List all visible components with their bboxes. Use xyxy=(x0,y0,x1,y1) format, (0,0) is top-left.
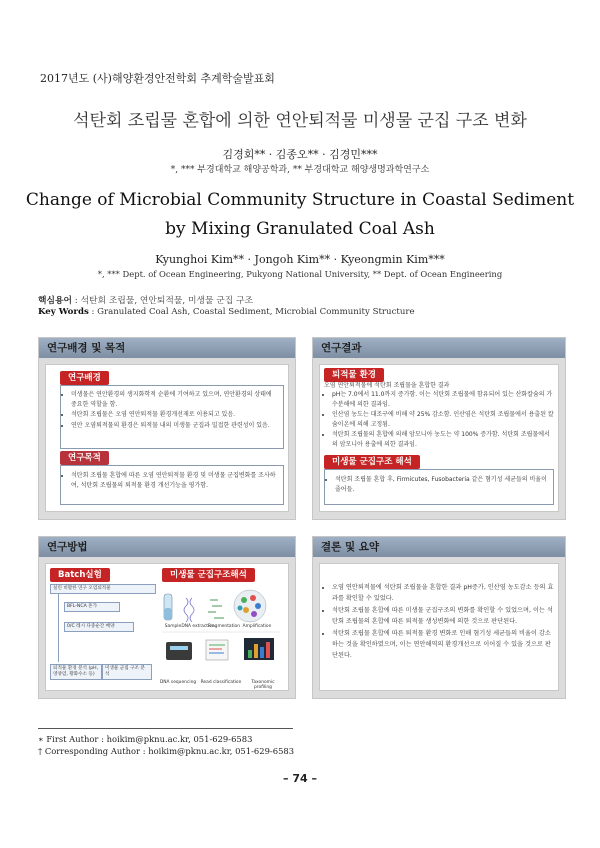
microbial-box xyxy=(324,469,554,505)
affiliation-korean: *, *** 부경대학교 해양공학과, ** 부경대학교 해양생명과학연구소 xyxy=(170,165,430,175)
purpose-text xyxy=(63,471,279,491)
footnote-divider xyxy=(38,728,293,729)
results-intro: 오염 연안퇴적물에 석탄회 조립물을 혼합한 결과 xyxy=(324,382,450,389)
title-english-line1: Change of Microbial Community Structure in Coastal Sediment xyxy=(25,190,575,210)
flow-connector xyxy=(58,594,59,662)
results-bullet: • 인산염 농도는 대조구에 비해 약 25% 감소함. 인산염은 석탄회 조립물에서 용출된 칼슘이온에 의해 고정됨. xyxy=(332,410,554,429)
footnote-corresponding-author: † Corresponding Author : hoikim@pknu.ac.kr, 051-629-6583 xyxy=(38,746,295,756)
panel-summary xyxy=(312,536,566,699)
title-korean: 석탄회 조립물 혼합에 의한 연안퇴적물 미생물 군집 구조 변화 xyxy=(73,111,527,131)
microbial-bullet: • 석탄회 조립물 혼합 후, Firmicutes, Fusobacteria 같은 혐기성 세균들의 비율이 줄어들. xyxy=(335,475,549,494)
affiliation-english: *, *** Dept. of Ocean Engineering, Pukyong National University, ** Dept. of Ocean Engineering xyxy=(97,269,503,279)
summary-bullet: • 석탄회 조립물 혼합에 따른 퇴적물 환경 변화로 인해 혐기성 세균들의 비율이 감소하는 것을 확인하였으며, 이는 연안해역의 환경개선으로 이어질 수 있을 것으로 판단된다. xyxy=(332,628,554,661)
panel-background-body xyxy=(45,364,289,512)
amplification-icon xyxy=(234,590,266,622)
fig-label-amplification: Amplification xyxy=(242,624,272,629)
authors-english: Kyunghoi Kim** · Jongoh Kim** · Kyeongmin Kim*** xyxy=(155,253,445,266)
panel-background-title: 연구배경 및 목적 xyxy=(39,338,295,358)
tag-community-analysis: 미생물 군집구조해석 xyxy=(162,568,255,582)
fig-label-dna-extraction: DNA extraction xyxy=(181,624,215,629)
panel-background xyxy=(38,337,296,520)
fragmentation-icon xyxy=(208,600,224,618)
flow-step: 실린 비활한 연구 오염퇴적물 xyxy=(50,584,156,594)
tag-microbial-community: 미생물 군집구조 해석 xyxy=(324,455,420,469)
taxonomic-profiling-icon xyxy=(244,638,274,660)
panel-methods-title: 연구방법 xyxy=(39,537,295,557)
keywords-korean xyxy=(38,293,253,306)
sample-tube-icon xyxy=(164,594,172,620)
tag-research-purpose: 연구목적 xyxy=(60,451,109,465)
background-bullet: • 연안 오염퇴적물의 환경은 퇴적물 내의 미생물 군집과 밀접한 관련성이 있음. xyxy=(71,421,279,431)
sequencer-icon xyxy=(166,642,192,660)
panel-results-title: 연구결과 xyxy=(313,338,565,358)
keywords-korean-text: : 석탄회 조립물, 연안퇴적물, 미생물 군집 구조 xyxy=(72,296,254,306)
results-sediment-text xyxy=(324,390,554,450)
purpose-bullet: • 석탄회 조립물 혼합에 따른 오염 연안퇴적물 환경 및 미생물 군집변화를 조사하여, 석탄회 조립물의 퇴적물 환경 개선기능을 평가함. xyxy=(71,471,279,490)
panel-methods xyxy=(38,536,296,699)
authors-korean: 김경회** · 김종오** · 김경민*** xyxy=(222,148,378,161)
panel-summary-body xyxy=(319,563,559,691)
background-text xyxy=(63,390,279,431)
flow-step: 미생물 군집 구조 분석 xyxy=(102,664,152,680)
read-classification-icon xyxy=(206,640,228,660)
flow-step: 퇴적물 환경 분석 (pH, 영양염, 황화수소 등) xyxy=(50,664,102,680)
keywords-english-label: Key Words xyxy=(38,307,89,317)
conference-header: 2017년도 (사)해양환경안전학회 추계학술발표회 xyxy=(40,72,275,85)
fig-label-taxonomic-profiling: Taxonomic profiling xyxy=(251,680,275,690)
background-bullet: • 석탄회 조립물은 오염 연안퇴적물 환경개선재로 이용되고 있음. xyxy=(71,410,279,420)
background-box xyxy=(60,385,284,449)
dna-extraction-icon xyxy=(184,598,194,622)
keywords-english-text: : Granulated Coal Ash, Coastal Sediment, Microbial Community Structure xyxy=(88,307,415,317)
panel-summary-title: 결론 및 요약 xyxy=(313,537,565,557)
fig-label-sample: Sample xyxy=(164,624,182,629)
summary-text xyxy=(324,582,554,662)
fig-label-dna-sequencing: DNA sequencing xyxy=(159,680,197,685)
title-english xyxy=(0,186,600,244)
background-bullet: • 미생물은 연안환경의 생지화학적 순환에 기여하고 있으며, 연안환경의 상태에 중요한 역할을 함. xyxy=(71,390,279,409)
page-number: – 74 – xyxy=(283,772,317,785)
results-bullet: • 석탄회 조립물의 혼합에 의해 암모니아 농도는 약 100% 증가함. 석탄회 조립물에서의 암모니아 용출에 의한 결과임. xyxy=(332,430,554,449)
tag-research-background: 연구배경 xyxy=(60,371,109,385)
panel-methods-body xyxy=(45,563,289,691)
keywords-english xyxy=(38,307,415,317)
summary-bullet: • 오염 연안퇴적물에 석탄회 조립물을 혼합한 결과 pH증가, 인산염 농도감소 등의 효과를 확인할 수 있었다. xyxy=(332,582,554,604)
footnote-first-author: ∗ First Author : hoikim@pknu.ac.kr, 051-629-6583 xyxy=(38,734,253,744)
flow-step: 0/C 레시 다중순간 배양 xyxy=(64,622,134,632)
fig-label-read-classification: Read classification xyxy=(200,680,242,685)
title-english-line2: by Mixing Granulated Coal Ash xyxy=(165,219,435,239)
results-bullet: • pH는 7.0에서 11.0까지 증가함. 이는 석탄회 조립물에 함유되어 있는 산화칼슘의 가수분해에 의한 결과임. xyxy=(332,390,554,409)
panel-results xyxy=(312,337,566,520)
tag-batch-experiment: Batch실험 xyxy=(50,568,110,582)
flow-step: BFL-NCA 혼가 xyxy=(64,602,120,612)
metagenomics-workflow-illustration xyxy=(158,584,284,686)
summary-bullet: • 석탄회 조립물 혼합에 따른 미생물 군집구조의 변화를 확인할 수 있었으며, 이는 석탄회 조립물의 혼합에 따른 퇴적물 생성변화에 의한 것으로 판단된다. xyxy=(332,605,554,627)
panel-results-body xyxy=(319,364,559,512)
microbial-text xyxy=(327,475,549,495)
fig-label-fragmentation: Fragmentation xyxy=(207,624,241,629)
tag-sediment-environment: 퇴적물 환경 xyxy=(324,368,384,382)
purpose-box xyxy=(60,465,284,505)
keywords-korean-label: 핵심용어 xyxy=(38,296,72,306)
